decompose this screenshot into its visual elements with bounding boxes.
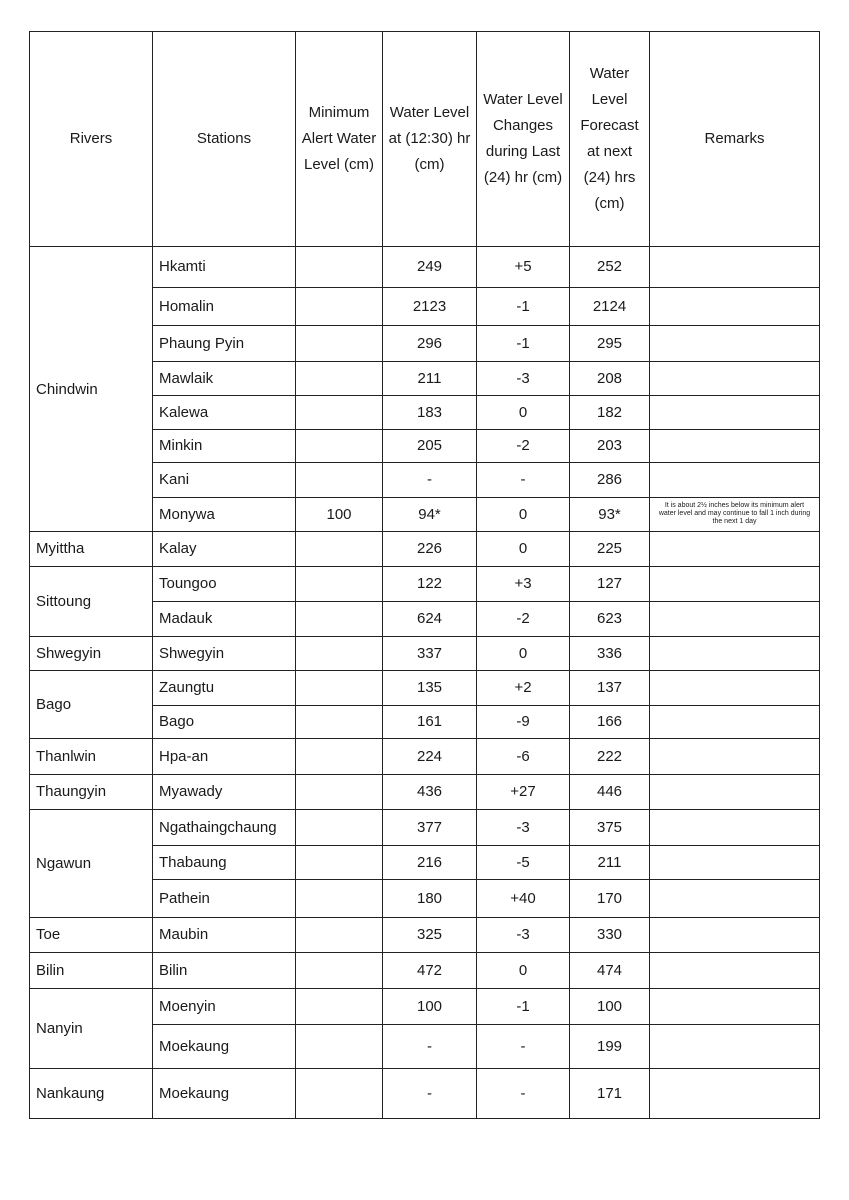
- remarks: [650, 602, 820, 637]
- header-rivers: Rivers: [30, 32, 153, 247]
- water-level: 472: [383, 953, 477, 989]
- water-level-change: -: [477, 1025, 570, 1069]
- station-name: Zaungtu: [153, 671, 296, 706]
- water-level: 2123: [383, 287, 477, 326]
- water-level: 205: [383, 429, 477, 462]
- min-alert-level: [296, 988, 383, 1025]
- remarks: [650, 566, 820, 602]
- remarks: [650, 463, 820, 498]
- water-level-change: -2: [477, 429, 570, 462]
- water-level-forecast: 446: [570, 774, 650, 810]
- water-level: -: [383, 1068, 477, 1118]
- river-name: Sittoung: [30, 566, 153, 636]
- remarks: [650, 880, 820, 918]
- station-name: Kani: [153, 463, 296, 498]
- water-level-forecast: 336: [570, 636, 650, 671]
- table-body: [30, 247, 820, 1119]
- river-name: Bilin: [30, 953, 153, 989]
- station-name: Shwegyin: [153, 636, 296, 671]
- remarks: [650, 774, 820, 810]
- water-level: -: [383, 463, 477, 498]
- station-name: Hpa-an: [153, 739, 296, 775]
- header-water-level: Water Level at (12:30) hr (cm): [383, 32, 477, 247]
- water-level-change: +2: [477, 671, 570, 706]
- header-forecast: Water Level Forecast at next (24) hrs (cm): [570, 32, 650, 247]
- remarks: [650, 953, 820, 989]
- water-level: -: [383, 1025, 477, 1069]
- min-alert-level: [296, 429, 383, 462]
- water-level-forecast: 100: [570, 988, 650, 1025]
- station-name: Ngathaingchaung: [153, 810, 296, 846]
- water-level-change: 0: [477, 953, 570, 989]
- min-alert-level: [296, 953, 383, 989]
- water-level-change: -1: [477, 988, 570, 1025]
- water-level-forecast: 252: [570, 247, 650, 288]
- water-level-forecast: 375: [570, 810, 650, 846]
- water-level: 226: [383, 532, 477, 567]
- remarks: [650, 429, 820, 462]
- river-name: Toe: [30, 917, 153, 953]
- min-alert-level: [296, 463, 383, 498]
- min-alert-level: [296, 326, 383, 362]
- water-level-change: +5: [477, 247, 570, 288]
- station-name: Homalin: [153, 287, 296, 326]
- water-level-forecast: 474: [570, 953, 650, 989]
- remarks: [650, 287, 820, 326]
- water-level: 135: [383, 671, 477, 706]
- table-row: [30, 917, 820, 953]
- water-level: 436: [383, 774, 477, 810]
- remarks: [650, 845, 820, 880]
- water-level: 624: [383, 602, 477, 637]
- water-level-change: 0: [477, 636, 570, 671]
- water-level: 337: [383, 636, 477, 671]
- water-level-forecast: 182: [570, 396, 650, 429]
- water-level-forecast: 222: [570, 739, 650, 775]
- min-alert-level: [296, 705, 383, 738]
- water-level-change: -6: [477, 739, 570, 775]
- water-level-forecast: 211: [570, 845, 650, 880]
- table-row: [30, 566, 820, 602]
- table-row: [30, 810, 820, 846]
- river-name: Bago: [30, 671, 153, 739]
- water-level-forecast: 199: [570, 1025, 650, 1069]
- water-level: 325: [383, 917, 477, 953]
- remarks: [650, 988, 820, 1025]
- remarks: [650, 705, 820, 738]
- min-alert-level: [296, 361, 383, 396]
- water-level-change: -3: [477, 917, 570, 953]
- min-alert-level: [296, 636, 383, 671]
- water-level-change: -1: [477, 326, 570, 362]
- station-name: Maubin: [153, 917, 296, 953]
- table-row: [30, 636, 820, 671]
- water-level: 180: [383, 880, 477, 918]
- water-level-forecast: 127: [570, 566, 650, 602]
- station-name: Toungoo: [153, 566, 296, 602]
- water-level-table: [29, 31, 820, 1119]
- water-level: 94*: [383, 497, 477, 532]
- water-level-change: -: [477, 463, 570, 498]
- river-name: Myittha: [30, 532, 153, 567]
- table-row: [30, 532, 820, 567]
- min-alert-level: [296, 532, 383, 567]
- water-level-forecast: 137: [570, 671, 650, 706]
- water-level: 122: [383, 566, 477, 602]
- water-level: 249: [383, 247, 477, 288]
- table-row: [30, 774, 820, 810]
- water-level-change: +3: [477, 566, 570, 602]
- river-name: Thanlwin: [30, 739, 153, 775]
- min-alert-level: [296, 774, 383, 810]
- station-name: Bago: [153, 705, 296, 738]
- remarks: [650, 739, 820, 775]
- water-level-forecast: 93*: [570, 497, 650, 532]
- water-level: 296: [383, 326, 477, 362]
- water-level-forecast: 208: [570, 361, 650, 396]
- min-alert-level: [296, 671, 383, 706]
- water-level-forecast: 295: [570, 326, 650, 362]
- station-name: Madauk: [153, 602, 296, 637]
- station-name: Minkin: [153, 429, 296, 462]
- water-level-forecast: 203: [570, 429, 650, 462]
- water-level-change: -2: [477, 602, 570, 637]
- remarks: [650, 396, 820, 429]
- station-name: Mawlaik: [153, 361, 296, 396]
- min-alert-level: [296, 880, 383, 918]
- min-alert-level: [296, 845, 383, 880]
- station-name: Moekaung: [153, 1068, 296, 1118]
- remarks: [650, 1025, 820, 1069]
- table-row: [30, 247, 820, 288]
- station-name: Moenyin: [153, 988, 296, 1025]
- min-alert-level: [296, 287, 383, 326]
- water-level-forecast: 623: [570, 602, 650, 637]
- table-row: [30, 739, 820, 775]
- water-level: 161: [383, 705, 477, 738]
- remarks: [650, 671, 820, 706]
- min-alert-level: [296, 247, 383, 288]
- station-name: Kalay: [153, 532, 296, 567]
- station-name: Kalewa: [153, 396, 296, 429]
- remarks: [650, 247, 820, 288]
- water-level-forecast: 286: [570, 463, 650, 498]
- min-alert-level: [296, 1025, 383, 1069]
- station-name: Phaung Pyin: [153, 326, 296, 362]
- water-level-change: -5: [477, 845, 570, 880]
- station-name: Moekaung: [153, 1025, 296, 1069]
- river-name: Shwegyin: [30, 636, 153, 671]
- water-level-change: 0: [477, 532, 570, 567]
- header-row: [30, 32, 820, 247]
- remarks: [650, 917, 820, 953]
- water-level-change: -3: [477, 810, 570, 846]
- station-name: Myawady: [153, 774, 296, 810]
- water-level-change: 0: [477, 396, 570, 429]
- min-alert-level: [296, 739, 383, 775]
- water-level-change: -3: [477, 361, 570, 396]
- remarks: [650, 361, 820, 396]
- water-level-forecast: 330: [570, 917, 650, 953]
- station-name: Monywa: [153, 497, 296, 532]
- remarks: It is about 2½ inches below its minimum alert water level and may continue to fall 1 inch during the next 1 day: [650, 497, 820, 532]
- station-name: Thabaung: [153, 845, 296, 880]
- min-alert-level: [296, 602, 383, 637]
- water-level: 211: [383, 361, 477, 396]
- water-level-change: +27: [477, 774, 570, 810]
- river-name: Ngawun: [30, 810, 153, 918]
- min-alert-level: [296, 566, 383, 602]
- water-level: 224: [383, 739, 477, 775]
- water-level-change: -: [477, 1068, 570, 1118]
- water-level-change: +40: [477, 880, 570, 918]
- table-row: [30, 988, 820, 1025]
- remarks: [650, 636, 820, 671]
- header-changes: Water Level Changes during Last (24) hr (cm): [477, 32, 570, 247]
- header-remarks: Remarks: [650, 32, 820, 247]
- river-name: Thaungyin: [30, 774, 153, 810]
- water-level: 377: [383, 810, 477, 846]
- water-level-forecast: 170: [570, 880, 650, 918]
- water-level-forecast: 225: [570, 532, 650, 567]
- river-name: Chindwin: [30, 247, 153, 532]
- water-level: 100: [383, 988, 477, 1025]
- water-level: 216: [383, 845, 477, 880]
- water-level-forecast: 2124: [570, 287, 650, 326]
- water-level: 183: [383, 396, 477, 429]
- min-alert-level: [296, 917, 383, 953]
- table-row: [30, 1068, 820, 1118]
- min-alert-level: 100: [296, 497, 383, 532]
- remarks: [650, 810, 820, 846]
- header-min-alert: Minimum Alert Water Level (cm): [296, 32, 383, 247]
- table-row: [30, 953, 820, 989]
- river-name: Nankaung: [30, 1068, 153, 1118]
- water-level-forecast: 171: [570, 1068, 650, 1118]
- table-row: [30, 671, 820, 706]
- min-alert-level: [296, 810, 383, 846]
- min-alert-level: [296, 1068, 383, 1118]
- remarks: [650, 532, 820, 567]
- min-alert-level: [296, 396, 383, 429]
- header-stations: Stations: [153, 32, 296, 247]
- water-level-change: 0: [477, 497, 570, 532]
- remarks: [650, 326, 820, 362]
- water-level-change: -1: [477, 287, 570, 326]
- remarks: [650, 1068, 820, 1118]
- station-name: Hkamti: [153, 247, 296, 288]
- station-name: Bilin: [153, 953, 296, 989]
- water-level-forecast: 166: [570, 705, 650, 738]
- river-name: Nanyin: [30, 988, 153, 1068]
- water-level-change: -9: [477, 705, 570, 738]
- station-name: Pathein: [153, 880, 296, 918]
